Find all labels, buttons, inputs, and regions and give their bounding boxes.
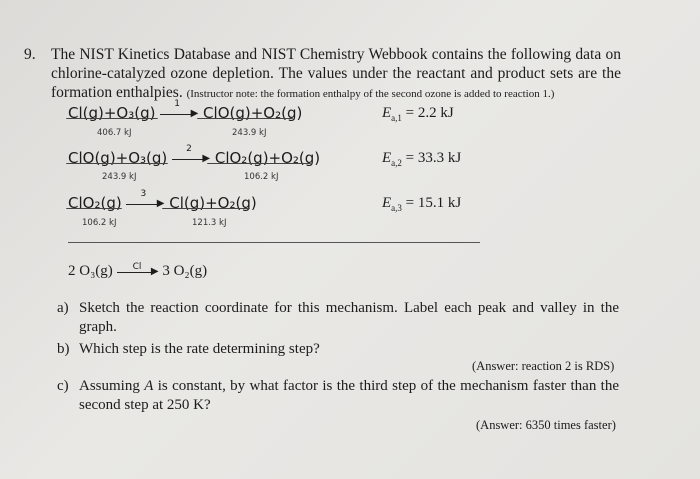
activation-energy-2: $E_{a,2} = 33.3$ kJ	[382, 150, 462, 168]
part-b-text: Which step is the rate determining step?	[79, 341, 320, 357]
underline-products-1	[197, 118, 293, 119]
instructor-note: (Instructor note: the formation enthalpy of the second ozone is added to reaction 1.)	[186, 88, 555, 100]
question-number: 9.	[24, 46, 36, 63]
activation-energy-1: $E_{a,1} = 2.2$ kJ	[382, 105, 454, 123]
enthalpy-reactants-2: 243.9 kJ	[102, 172, 137, 182]
overall-reaction	[68, 262, 207, 281]
reaction-3-step: 3	[140, 188, 147, 199]
reaction-2-reactants: ClO(g)+O₃(g)	[68, 149, 168, 167]
question-body: The NIST Kinetics Database and NIST Chemistry Webbook contains the following data on chlorine-catalyzed ozone depletion. The values under the reactant and product sets are the formation enthalpies.	[51, 46, 621, 101]
reaction-arrow-icon: ▶ 2	[172, 153, 210, 165]
reaction-1-reactants: Cl(g)+O₃(g)	[68, 104, 156, 122]
reaction-2-step: 2	[186, 143, 192, 154]
reaction-1-step: 1	[174, 98, 180, 109]
enthalpy-reactants-3: 106.2 kJ	[82, 218, 117, 228]
enthalpy-products-3: 121.3 kJ	[192, 218, 227, 228]
overall-catalyst: Cl	[132, 261, 142, 272]
reaction-2	[68, 143, 321, 167]
underline-products-2	[207, 163, 311, 164]
part-c-label: c)	[57, 378, 69, 394]
part-b-label: b)	[57, 341, 70, 357]
reaction-arrow-icon: ▶ 1	[160, 108, 198, 120]
reaction-3-products: Cl(g)+O₂(g)	[169, 194, 257, 212]
part-a-text: Sketch the reaction coordinate for this mechanism. Label each peak and valley in the graph.	[79, 300, 619, 335]
reaction-1	[68, 98, 303, 122]
underline-products-3	[162, 208, 250, 209]
reaction-1-products: ClO(g)+O₂(g)	[203, 104, 303, 122]
enthalpy-products-1: 243.9 kJ	[232, 128, 267, 138]
part-b-answer: (Answer: reaction 2 is RDS)	[472, 359, 615, 373]
part-a-label: a)	[57, 300, 69, 316]
enthalpy-products-2: 106.2 kJ	[244, 172, 279, 182]
variable-a: A	[144, 378, 154, 394]
activation-energy-3: $E_{a,3} = 15.1$ kJ	[382, 195, 462, 213]
underline-reactants-2	[66, 163, 168, 164]
question-text	[51, 45, 621, 104]
underline-reactants-1	[66, 118, 158, 119]
reaction-arrow-icon: ▶ 3	[126, 198, 164, 210]
overall-reactants: 2 O₃(g)	[68, 263, 113, 279]
part-c-answer: (Answer: 6350 times faster)	[476, 418, 616, 432]
reaction-arrow-icon: ▶ Cl	[117, 266, 159, 278]
underline-reactants-3	[66, 208, 122, 209]
enthalpy-reactants-1: 406.7 kJ	[97, 128, 132, 138]
reaction-3	[68, 188, 257, 212]
part-c-text: Assuming A is constant, by what factor is the third step of the mechanism faster than the second step at 250 K?	[79, 378, 619, 413]
reaction-3-reactants: ClO₂(g)	[68, 194, 122, 212]
reaction-2-products: ClO₂(g)+O₂(g)	[214, 149, 321, 167]
divider	[68, 242, 480, 243]
overall-products: 3 O₂(g)	[162, 263, 208, 279]
